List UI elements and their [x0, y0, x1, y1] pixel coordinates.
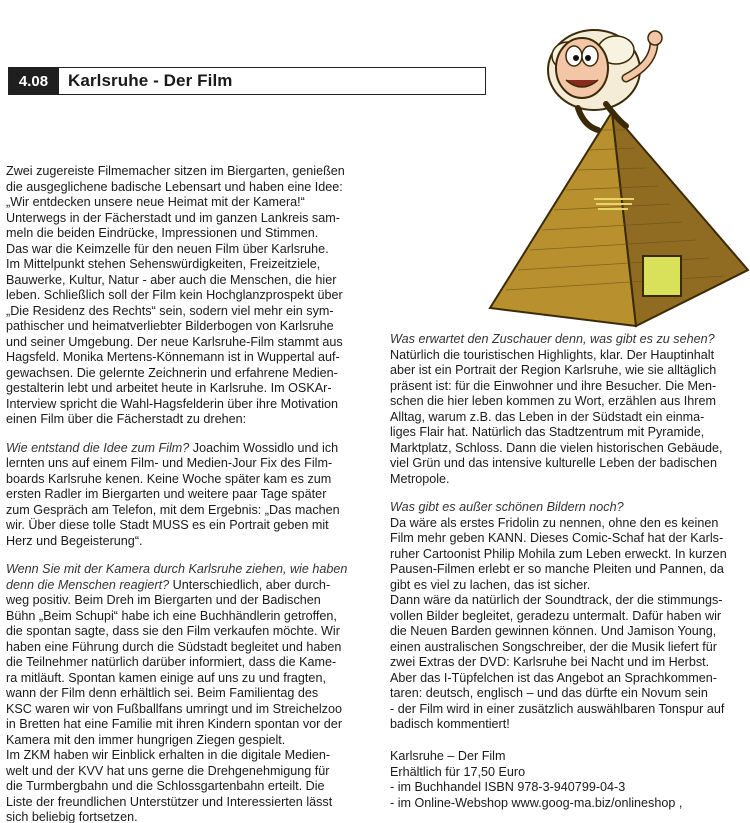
text-line	[390, 472, 748, 488]
body-text: weg positiv. Beim Dreh im Biergarten und der Badischen	[6, 593, 321, 607]
text-line	[6, 366, 384, 382]
body-text: Joachim Wossidlo und ich	[189, 440, 339, 455]
body-text: Alltag, warum z.B. das Leben in der Südstadt ein einma-	[390, 409, 705, 424]
text-line	[6, 350, 384, 366]
body-text: liges Flair hat. Natürlich das Stadtzentrum mit Pyramide,	[390, 425, 705, 439]
text-line	[6, 487, 384, 503]
body-text: „Wir entdecken unsere neue Heimat mit der Kamera!“	[6, 195, 305, 209]
body-text: und seiner Umgebung. Der neue Karlsruhe-Film stammt aus	[6, 334, 343, 349]
question-text: denn die Menschen reagiert?	[6, 577, 170, 592]
text-line	[390, 796, 748, 812]
body-text: pathischer und heimatverliebter Bilderbogen von Karlsruhe	[6, 319, 334, 333]
text-line	[390, 379, 748, 395]
text-line	[6, 655, 384, 671]
text-line	[6, 226, 384, 242]
body-text: Erhältlich für 17,50 Euro	[390, 764, 526, 779]
text-line	[390, 609, 748, 625]
text-line	[6, 441, 384, 457]
body-text: Karlsruhe – Der Film	[390, 749, 506, 763]
body-text: Im Mittelpunkt stehen Sehenswürdigkeiten, Freizeitziele,	[6, 257, 321, 271]
body-text: meln die beiden Eindrücke, Impressionen und Stimmen.	[6, 226, 319, 240]
body-text: KSC waren wir von Fußballfans umringt und im Streichelzoo	[6, 701, 342, 716]
text-line	[6, 304, 384, 320]
body-text: präsent ist: für die Einwohner und ihre Besucher. Die Men-	[390, 378, 717, 393]
text-line	[390, 578, 748, 594]
text-line	[390, 332, 748, 348]
body-text: boards Karlsruhe kenen. Keine Woche später kam es zum	[6, 471, 332, 486]
text-line	[390, 702, 748, 718]
body-text: Liste der freundlichen Unterstützer und Interessierten lässt	[6, 794, 333, 809]
text-line	[6, 503, 384, 519]
body-text: gestalterin lebt und arbeitet heute in Karlsruhe. Im OSKAr-	[6, 381, 332, 395]
body-text: ersten Radler im Biergarten und weitere paar Tage später	[6, 487, 327, 501]
paragraph-gap	[6, 549, 384, 562]
text-line	[6, 257, 384, 273]
question-text: Was gibt es außer schönen Bildern noch?	[390, 500, 624, 514]
body-text: - im Online-Webshop www.goog-ma.biz/onlineshop ,	[390, 795, 683, 810]
text-line	[6, 578, 384, 594]
text-line	[390, 765, 748, 781]
body-text: viel Grün und das intensive kulturelle Leben der badischen	[390, 456, 717, 470]
text-line	[6, 671, 384, 687]
text-line	[390, 671, 748, 687]
body-text: - der Film wird in einer zusätzlich auswählbaren Tonspur auf	[390, 701, 725, 716]
body-text: Hagsfeld. Monika Mertens-Könnemann ist in Wuppertal auf-	[6, 350, 340, 364]
sheep-head	[556, 38, 608, 98]
text-line	[390, 531, 748, 547]
text-line	[390, 394, 748, 410]
text-line	[390, 363, 748, 379]
body-text: Herz und Begeisterung“.	[6, 533, 143, 548]
text-line	[6, 164, 384, 180]
text-line	[6, 518, 384, 534]
question-text: Wie entstand die Idee zum Film?	[6, 440, 190, 455]
text-line	[390, 624, 748, 640]
body-text: taren: deutsch, englisch – und das dürfte ein Novum sein	[390, 686, 708, 700]
text-line	[6, 273, 384, 289]
body-text: Da wäre als erstes Fridolin zu nennen, ohne den es keinen	[390, 515, 719, 530]
text-line	[6, 472, 384, 488]
product-info	[390, 749, 748, 811]
left-column	[6, 164, 384, 823]
body-text: einen Film über die Fächerstadt zu drehen:	[6, 412, 247, 426]
body-text: - im Buchhandel ISBN 978-3-940799-04-3	[390, 780, 626, 794]
text-line	[390, 516, 748, 532]
text-line	[390, 441, 748, 457]
body-text: einen australischen Songschreiber, der die Musik liefert für	[390, 639, 717, 654]
text-line	[390, 425, 748, 441]
body-text: Bauwerke, Kultur, Natur - aber auch die Menschen, die hier	[6, 272, 337, 287]
body-text: Pausen-Filmen erlebt er so manche Pleiten und Pannen, da	[390, 562, 724, 576]
body-text: Film mehr geben KANN. Dieses Comic-Schaf hat der Karls-	[390, 531, 724, 545]
body-text: badisch kommentiert!	[390, 717, 510, 731]
text-line	[390, 348, 748, 364]
text-line	[6, 195, 384, 211]
text-line	[6, 211, 384, 227]
text-line	[390, 500, 748, 516]
body-text: Aber das I-Tüpfelchen ist das Angebot an Sprachkommen-	[390, 670, 717, 685]
text-line	[6, 242, 384, 258]
body-text: haben eine Führung durch die Südstadt begleitet und haben	[6, 639, 342, 654]
text-line	[390, 456, 748, 472]
text-line	[6, 733, 384, 749]
text-line	[6, 397, 384, 413]
text-line	[390, 686, 748, 702]
text-line	[390, 749, 748, 765]
article-title: Karlsruhe - Der Film	[68, 71, 233, 90]
body-text: wann der Film denn erhältlich sei. Beim Familientag des	[6, 686, 319, 700]
body-text: Kamera mit den immer hungrigen Ziegen gespielt.	[6, 732, 286, 747]
text-line	[6, 335, 384, 351]
text-line	[6, 534, 384, 550]
text-line	[6, 609, 384, 625]
body-text: Das war die Keimzelle für den neuen Film über Karlsruhe.	[6, 241, 329, 256]
text-line	[390, 562, 748, 578]
body-text: die Teilnehmer natürlich darüber informiert, dass die Kame-	[6, 655, 337, 669]
body-text: Marktplatz, Schloss. Dann die vielen historischen Gebäude,	[390, 440, 723, 455]
body-text: vollen Bilder begleitet, geradezu untermalt. Dafür haben wir	[390, 608, 722, 623]
text-line	[6, 795, 384, 811]
body-text: sich beliebig fortsetzen.	[6, 810, 138, 823]
body-text: lernten uns auf einem Film- und Medien-Jour Fix des Film-	[6, 456, 333, 470]
body-text: Natürlich die touristischen Highlights, klar. Der Hauptinhalt	[390, 347, 715, 362]
text-line	[390, 780, 748, 796]
body-text: wir. Über diese tolle Stadt MUSS es ein Portrait geben mit	[6, 518, 329, 532]
body-text: Dann wäre da natürlich der Soundtrack, der die stimmungs-	[390, 593, 723, 607]
body-text: welt und der KVV hat uns gerne die Drehgenehmigung für	[6, 763, 330, 778]
pyramid-plaque	[643, 256, 681, 296]
text-line	[6, 702, 384, 718]
body-text: Im ZKM haben wir Einblick erhalten in die digitale Medien-	[6, 748, 331, 762]
text-line	[6, 717, 384, 733]
question-text: Wenn Sie mit der Kamera durch Karlsruhe ziehen, wie haben	[6, 562, 348, 576]
body-text: aber ist ein Portrait der Region Karlsruhe, wie sie alltäglich	[390, 363, 717, 377]
body-text: die ausgeglichene badische Lebensart und haben eine Idee:	[6, 179, 343, 194]
text-line	[6, 779, 384, 795]
body-text: Zwei zugereiste Filmemacher sitzen im Biergarten, genießen	[6, 164, 345, 178]
paragraph-gap	[390, 487, 748, 500]
question-text: Was erwartet den Zuschauer denn, was gibt es zu sehen?	[390, 332, 715, 346]
body-text: schen die hier leben kommen zu Wort, erzählen aus Ihrem	[390, 394, 716, 408]
body-text: zwei Extras der DVD: Karlsruhe bei Nacht und im Herbst.	[390, 655, 710, 669]
body-text: ruher Cartoonist Philip Mohila zum Leben erweckt. In kurzen	[390, 546, 727, 561]
text-line	[6, 624, 384, 640]
body-text: Metropole.	[390, 471, 450, 486]
illustration-svg	[486, 8, 750, 330]
body-text: gibt es viel zu lachen, das ist sicher.	[390, 577, 591, 592]
text-line	[390, 410, 748, 426]
body-text: die spontan sagte, dass sie den Film verkaufen möchte. Wir	[6, 624, 340, 638]
text-line	[6, 412, 384, 428]
text-line	[6, 381, 384, 397]
text-line	[6, 686, 384, 702]
body-text: gewachsen. Die gelernte Zeichnerin und erfahrene Medien-	[6, 365, 338, 380]
article-number: 4.08	[9, 68, 59, 94]
text-line	[6, 288, 384, 304]
body-text: ra mitläuft. Spontan kamen einige auf uns zu und fragten,	[6, 670, 326, 685]
body-text: die Neuen Barden gewinnen können. Und Jamison Young,	[390, 624, 717, 638]
sheep-on-pyramid-illustration	[486, 8, 750, 330]
text-line	[6, 180, 384, 196]
body-text: in Bretten hat eine Familie mit ihren Kindern spontan vor der	[6, 717, 343, 731]
body-text: Unterschiedlich, aber durch-	[169, 577, 331, 592]
text-line	[390, 547, 748, 563]
pyramid-left-face	[490, 112, 636, 326]
text-line	[390, 640, 748, 656]
text-line	[390, 655, 748, 671]
body-text: „Die Residenz des Rechts“ sein, sodern viel mehr ein sym-	[6, 303, 334, 318]
text-line	[6, 562, 384, 578]
text-line	[6, 456, 384, 472]
body-text: zum Gespräch am Telefon, mit dem Ergebnis: „Das machen	[6, 502, 340, 517]
text-line	[6, 764, 384, 780]
text-line	[6, 319, 384, 335]
body-text: Unterwegs in der Fächerstadt und im ganzen Lankreis sam-	[6, 210, 340, 225]
text-line	[6, 810, 384, 823]
body-text: Bühn „Beim Schupi“ habe ich eine Buchhändlerin getroffen,	[6, 608, 337, 623]
text-line	[390, 717, 748, 733]
text-line	[6, 593, 384, 609]
text-line	[6, 748, 384, 764]
text-line	[390, 593, 748, 609]
body-text: Interview spricht die Wahl-Hagsfelderin über ihre Motivation	[6, 396, 339, 411]
right-column	[390, 332, 748, 733]
body-text: die Turmbergbahn und die Schlossgartenbahn erteilt. Die	[6, 779, 325, 793]
body-text: leben. Schließlich soll der Film kein Hochglanzprospekt über	[6, 288, 343, 302]
article-header	[8, 67, 486, 95]
paragraph-gap	[6, 428, 384, 441]
text-line	[6, 640, 384, 656]
